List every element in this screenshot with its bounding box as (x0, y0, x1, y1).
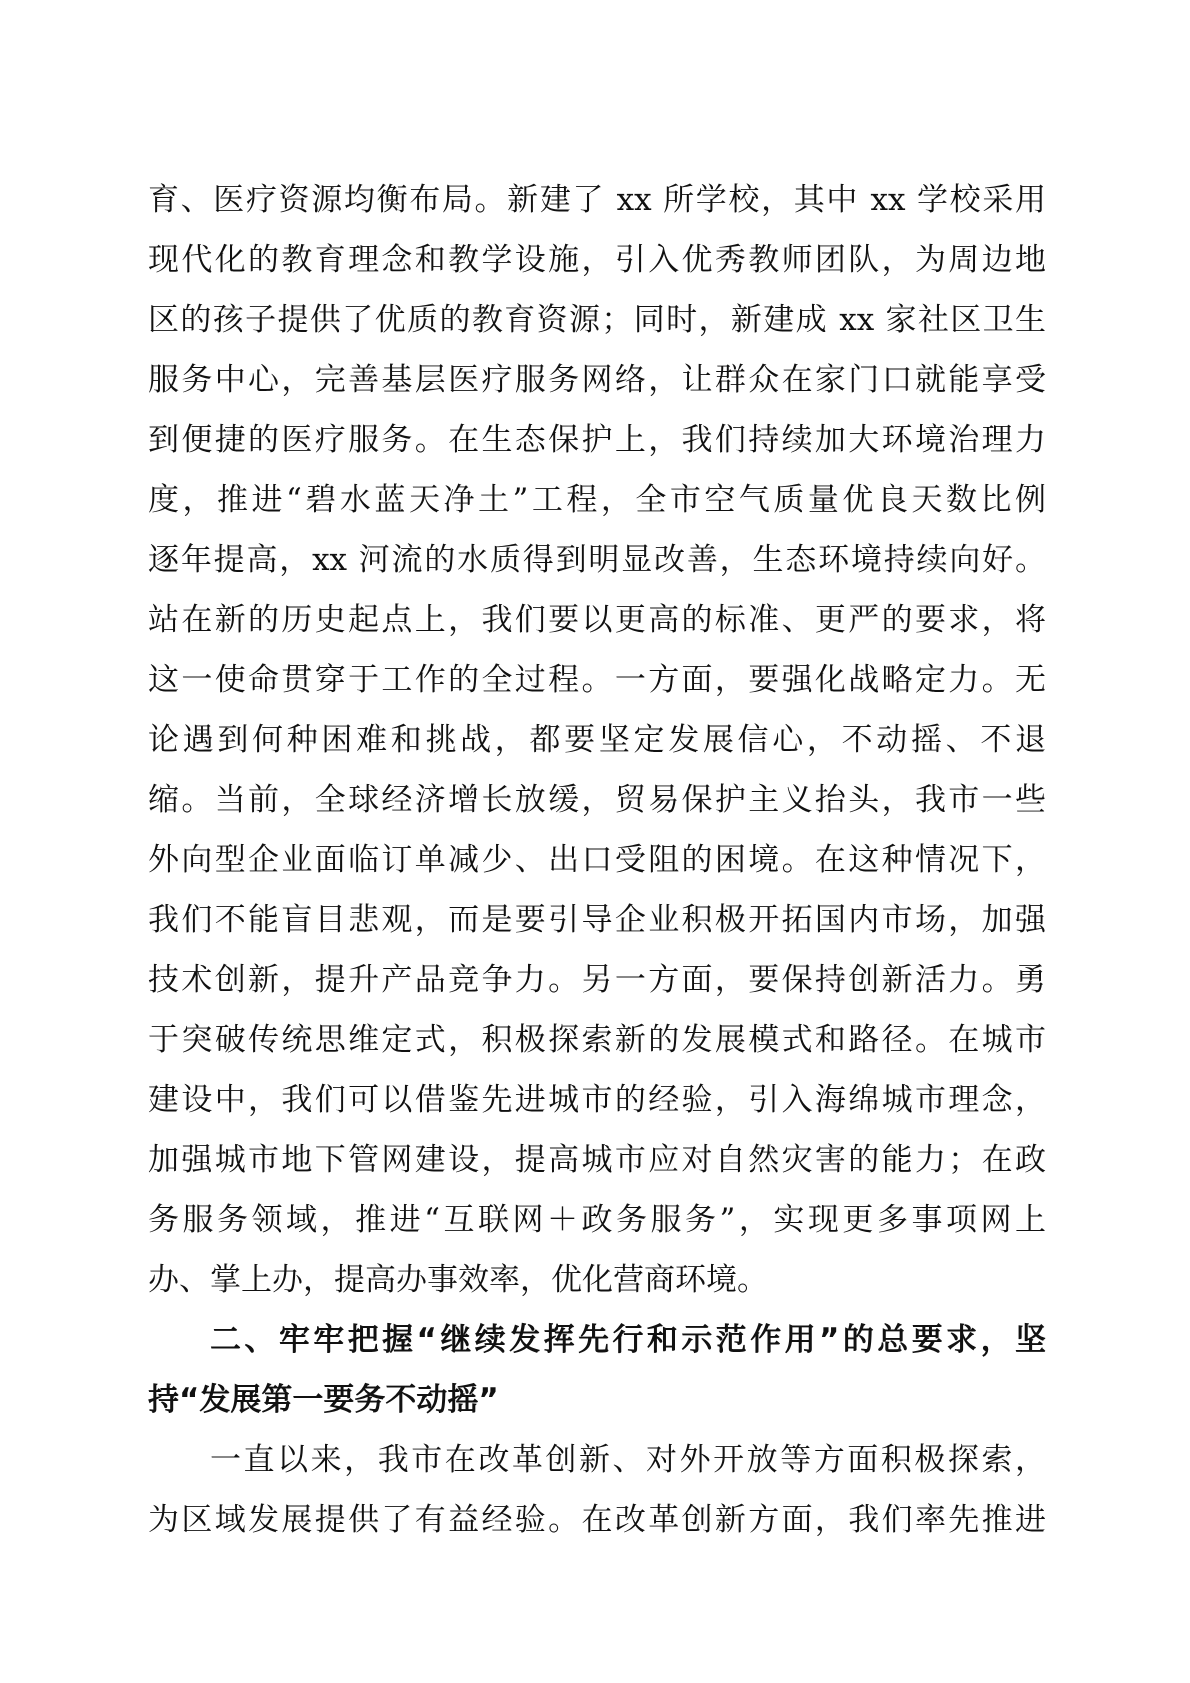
text-line: 育、医疗资源均衡布局。新建了 xx 所学校，其中 xx 学校采用 (148, 182, 1046, 218)
heading-line: 二、牢牢把握“继续发挥先行和示范作用”的总要求，坚 (210, 1322, 1046, 1358)
text-line: 一直以来，我市在改革创新、对外开放等方面积极探索， (210, 1442, 1046, 1478)
text-line: 到便捷的医疗服务。在生态保护上，我们持续加大环境治理力 (148, 422, 1046, 458)
text-line: 度，推进“碧水蓝天净土”工程，全市空气质量优良天数比例 (148, 482, 1046, 518)
heading-line: 持“发展第一要务不动摇” (148, 1382, 499, 1418)
text-line: 区的孩子提供了优质的教育资源；同时，新建成 xx 家社区卫生 (148, 302, 1046, 338)
text-line: 建设中，我们可以借鉴先进城市的经验，引入海绵城市理念， (148, 1082, 1046, 1118)
text-line: 站在新的历史起点上，我们要以更高的标准、更严的要求，将 (148, 602, 1046, 638)
text-line: 务服务领域，推进“互联网＋政务服务”，实现更多事项网上 (148, 1202, 1046, 1238)
text-line: 服务中心，完善基层医疗服务网络，让群众在家门口就能享受 (148, 362, 1046, 398)
text-line: 外向型企业面临订单减少、出口受阻的困境。在这种情况下， (148, 842, 1046, 878)
text-line: 我们不能盲目悲观，而是要引导企业积极开拓国内市场，加强 (148, 902, 1046, 938)
text-line: 这一使命贯穿于工作的全过程。一方面，要强化战略定力。无 (148, 662, 1046, 698)
text-line: 加强城市地下管网建设，提高城市应对自然灾害的能力；在政 (148, 1142, 1046, 1178)
text-line: 缩。当前，全球经济增长放缓，贸易保护主义抬头，我市一些 (148, 782, 1046, 818)
body-paragraph (148, 1430, 1046, 1550)
text-line: 逐年提高，xx 河流的水质得到明显改善，生态环境持续向好。 (148, 542, 1046, 578)
section-heading (148, 1310, 1046, 1430)
text-line: 办、掌上办，提高办事效率，优化营商环境。 (148, 1262, 768, 1298)
text-line: 技术创新，提升产品竞争力。另一方面，要保持创新活力。勇 (148, 962, 1046, 998)
text-line: 于突破传统思维定式，积极探索新的发展模式和路径。在城市 (148, 1022, 1046, 1058)
text-line: 为区域发展提供了有益经验。在改革创新方面，我们率先推进 (148, 1502, 1046, 1538)
text-line: 现代化的教育理念和教学设施，引入优秀教师团队，为周边地 (148, 242, 1046, 278)
text-line: 论遇到何种困难和挑战，都要坚定发展信心，不动摇、不退 (148, 722, 1046, 758)
body-paragraph (148, 170, 1046, 1310)
document-page (148, 170, 1046, 1550)
